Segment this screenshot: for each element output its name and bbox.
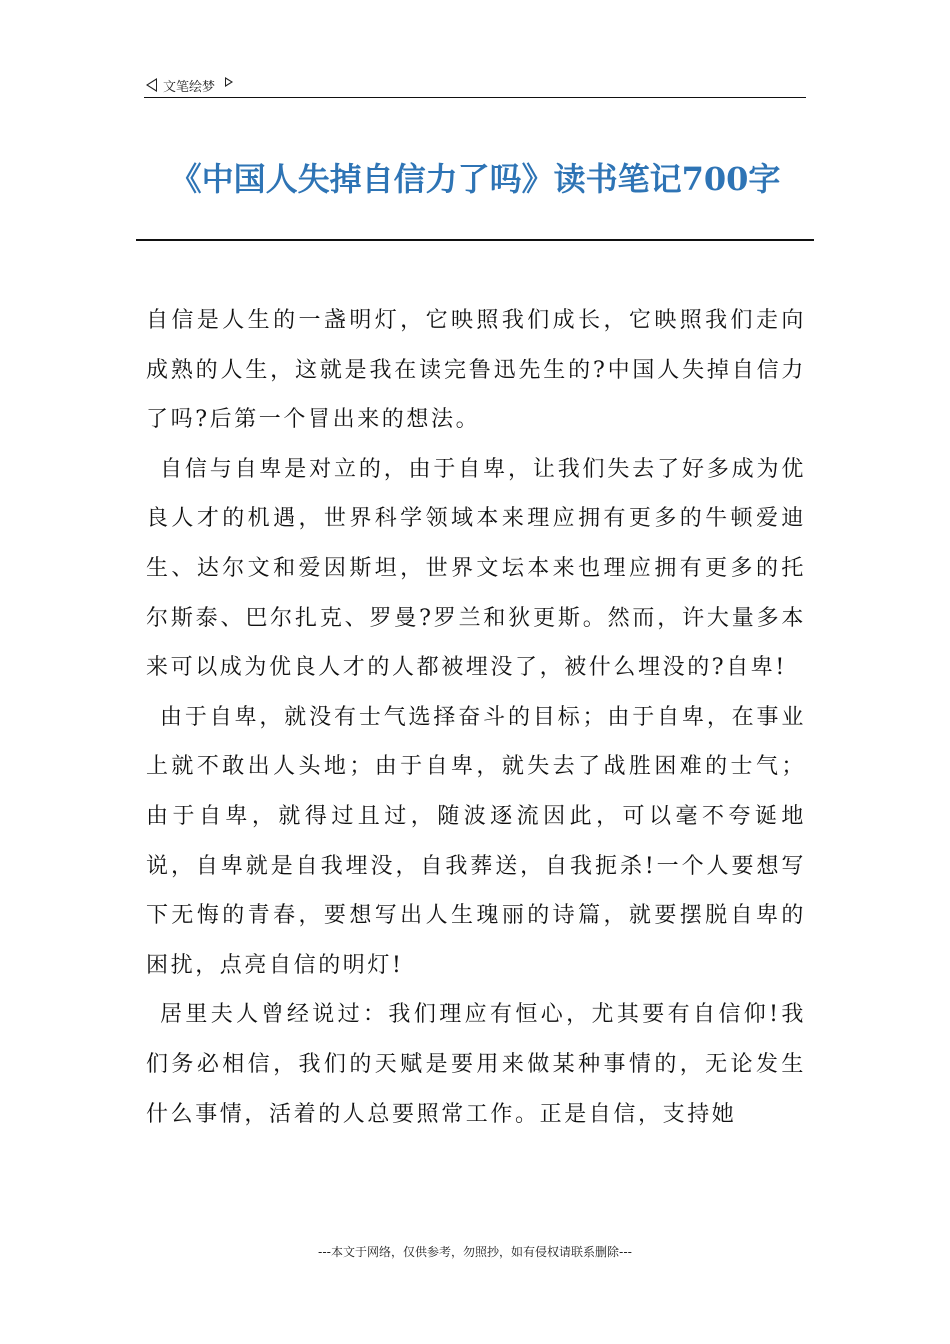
document-title: 《中国人失掉自信力了吗》读书笔记700字 bbox=[169, 160, 781, 199]
paragraph: 由于自卑，就没有士气选择奋斗的目标；由于自卑，在事业上就不敢出人头地；由于自卑，就失去了战胜困难的士气；由于自卑，就得过且过，随波逐流因此，可以毫不夸诞地说，自卑就是自我埋没，自我葬送，自我扼杀!一个人要想写下无悔的青春，要想写出人生瑰丽的诗篇，就要摆脱自卑的困扰，点亮自信的明灯! bbox=[146, 704, 806, 978]
document-body bbox=[146, 296, 806, 1139]
triangle-right-icon bbox=[225, 77, 233, 87]
page-footer: ---本文于网络，仅供参考，勿照抄，如有侵权请联系删除--- bbox=[318, 1245, 632, 1259]
header-brand: 文笔绘梦 bbox=[163, 79, 216, 95]
page-header bbox=[146, 74, 233, 96]
title-divider bbox=[136, 239, 814, 241]
header-divider bbox=[144, 97, 806, 98]
paragraph: 居里夫人曾经说过：我们理应有恒心，尤其要有自信仰!我们务必相信，我们的天赋是要用来做某种事情的，无论发生什么事情，活着的人总要照常工作。正是自信，支持她 bbox=[146, 1002, 806, 1127]
paragraph: 自信是人生的一盏明灯，它映照我们成长，它映照我们走向成熟的人生，这就是我在读完鲁迅先生的?中国人失掉自信力了吗?后第一个冒出来的想法。 bbox=[146, 308, 806, 433]
triangle-left-icon bbox=[146, 78, 157, 92]
paragraph: 自信与自卑是对立的，由于自卑，让我们失去了好多成为优良人才的机遇，世界科学领域本来理应拥有更多的牛顿爱迪生、达尔文和爱因斯坦，世界文坛本来也理应拥有更多的托尔斯泰、巴尔扎克、罗曼?罗兰和狄更斯。然而，许大量多本来可以成为优良人才的人都被埋没了，被什么埋没的?自卑! bbox=[146, 456, 806, 681]
